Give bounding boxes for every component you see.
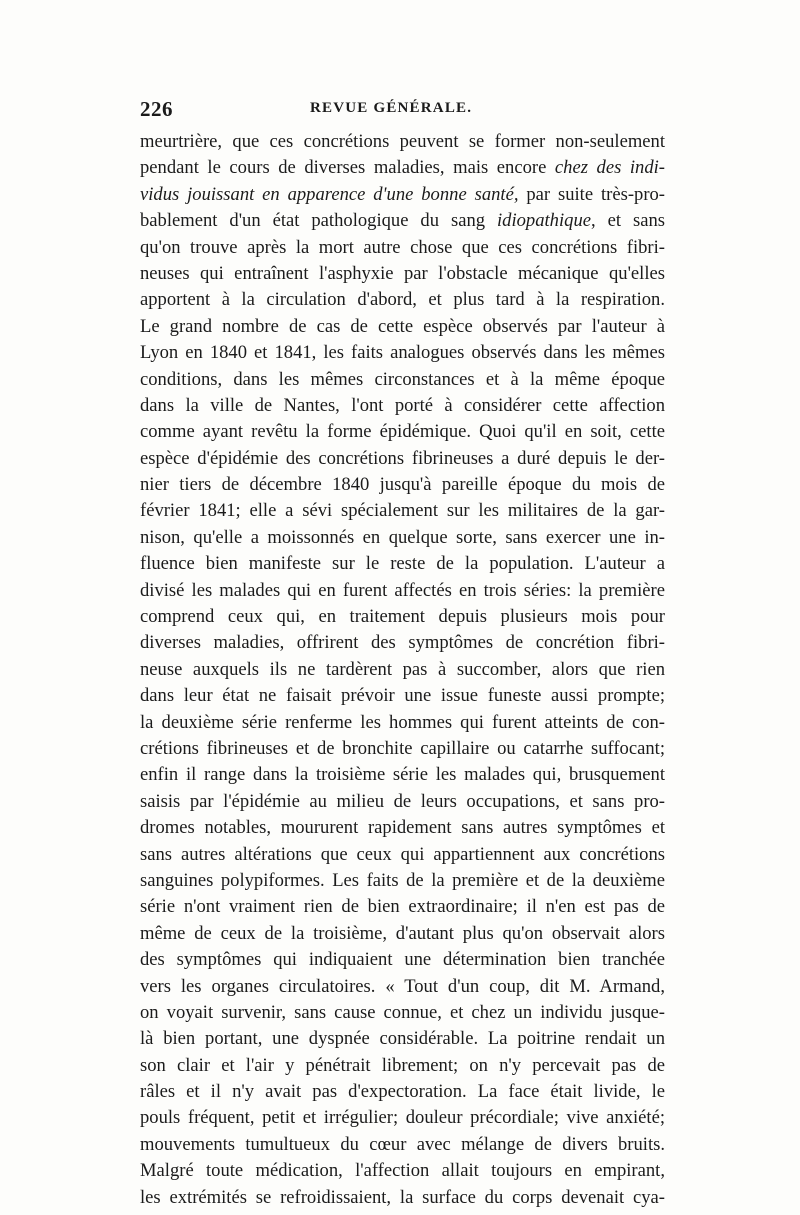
text-line: son clair et l'air y pénétrait librement; on n'y percevait pas de <box>140 1054 665 1076</box>
text-line <box>140 155 665 181</box>
text-line: nison, qu'elle a moissonnés en quelque sorte, sans exercer une in- <box>140 526 665 548</box>
text-line: là bien portant, une dyspnée considérable. La poitrine rendait un <box>140 1028 665 1050</box>
running-title: REVUE GÉNÉRALE. <box>310 100 473 116</box>
text-line: pouls fréquent, petit et irrégulier; douleur précordiale; vive anxiété; <box>140 1107 665 1129</box>
text-line: Malgré toute médication, l'affection allait toujours en empirant, <box>140 1160 665 1182</box>
text-line: dans la ville de Nantes, l'ont porté à considérer cette affection <box>140 394 665 416</box>
text-line: fluence bien manifeste sur le reste de la population. L'auteur a <box>140 553 665 575</box>
text-line: vers les organes circulatoires. « Tout d'un coup, dit M. Armand, <box>140 975 665 997</box>
text-line: diverses maladies, offrirent des symptômes de concrétion fibri- <box>140 632 665 654</box>
text-line: qu'on trouve après la mort autre chose que ces concrétions fibri- <box>140 236 665 258</box>
text-line: Lyon en 1840 et 1841, les faits analogues observés dans les mêmes <box>140 342 665 364</box>
text-line: des symptômes qui indiquaient une détermination bien tranchée <box>140 949 665 971</box>
text-line: crétions fibrineuses et de bronchite capillaire ou catarrhe suffocant; <box>140 737 665 759</box>
text-line: enfin il range dans la troisième série les malades qui, brusquement <box>140 764 665 786</box>
text-line: les extrémités se refroidissaient, la surface du corps devenait cya- <box>140 1186 665 1208</box>
text-line-italic: chez des indi- <box>554 157 665 179</box>
text-line: dromes notables, moururent rapidement sans autres symptômes et <box>140 817 665 839</box>
text-line: espèce d'épidémie des concrétions fibrineuses a duré depuis le der- <box>140 447 665 469</box>
text-line: neuses qui entraînent l'asphyxie par l'obstacle mécanique qu'elles <box>140 262 665 284</box>
text-line: même de ceux de la troisième, d'autant plus qu'on observait alors <box>140 922 665 944</box>
text-line: nier tiers de décembre 1840 jusqu'à pareille époque du mois de <box>140 474 665 496</box>
text-line: dans leur état ne faisait prévoir une issue funeste aussi prompte; <box>140 685 665 707</box>
text-line: apportent à la circulation d'abord, et plus tard à la respiration. <box>140 289 665 311</box>
text-line: février 1841; elle a sévi spécialement sur les militaires de la gar- <box>140 500 665 522</box>
text-line-italic: idiopathique <box>497 210 591 232</box>
text-line: neuse auxquels ils ne tardèrent pas à succomber, alors que rien <box>140 658 665 680</box>
text-line-roman: pendant le cours de diverses maladies, mais encore <box>140 157 555 179</box>
text-line: meurtrière, que ces concrétions peuvent se former non-seulement <box>140 131 665 152</box>
text-line: la deuxième série renferme les hommes qui furent atteints de con- <box>140 711 665 733</box>
text-line <box>140 182 665 208</box>
text-line: sans autres altérations que ceux qui appartiennent aux concrétions <box>140 843 665 865</box>
text-line <box>140 208 665 234</box>
running-head <box>140 97 665 121</box>
text-line: on voyait survenir, sans cause connue, et chez un individu jusque- <box>140 1001 665 1023</box>
page-number: 226 <box>140 97 173 121</box>
text-line: série n'ont vraiment rien de bien extraordinaire; il n'en est pas de <box>140 896 665 918</box>
body-text <box>140 129 665 1211</box>
text-line: mouvements tumultueux du cœur avec mélange de divers bruits. <box>140 1133 665 1155</box>
text-line: divisé les malades qui en furent affectés en trois séries: la première <box>140 579 665 601</box>
text-line: sanguines polypiformes. Les faits de la première et de la deuxième <box>140 869 665 891</box>
text-line-roman: par suite très-pro- <box>518 183 665 205</box>
text-line: Le grand nombre de cas de cette espèce observés par l'auteur à <box>140 315 665 337</box>
text-line-roman: bablement d'un état pathologique du sang <box>140 210 497 232</box>
text-line: comprend ceux qui, en traitement depuis plusieurs mois pour <box>140 606 665 628</box>
text-line: râles et il n'y avait pas d'expectoration. La face était livide, le <box>140 1081 665 1103</box>
text-line: comme ayant revêtu la forme épidémique. Quoi qu'il en soit, cette <box>140 421 665 443</box>
text-line-italic: vidus jouissant en apparence d'une bonne santé, <box>140 183 519 205</box>
text-line: saisis par l'épidémie au milieu de leurs occupations, et sans pro- <box>140 790 665 812</box>
text-line-roman: , et sans <box>591 210 665 232</box>
text-line: conditions, dans les mêmes circonstances et à la même époque <box>140 368 665 390</box>
